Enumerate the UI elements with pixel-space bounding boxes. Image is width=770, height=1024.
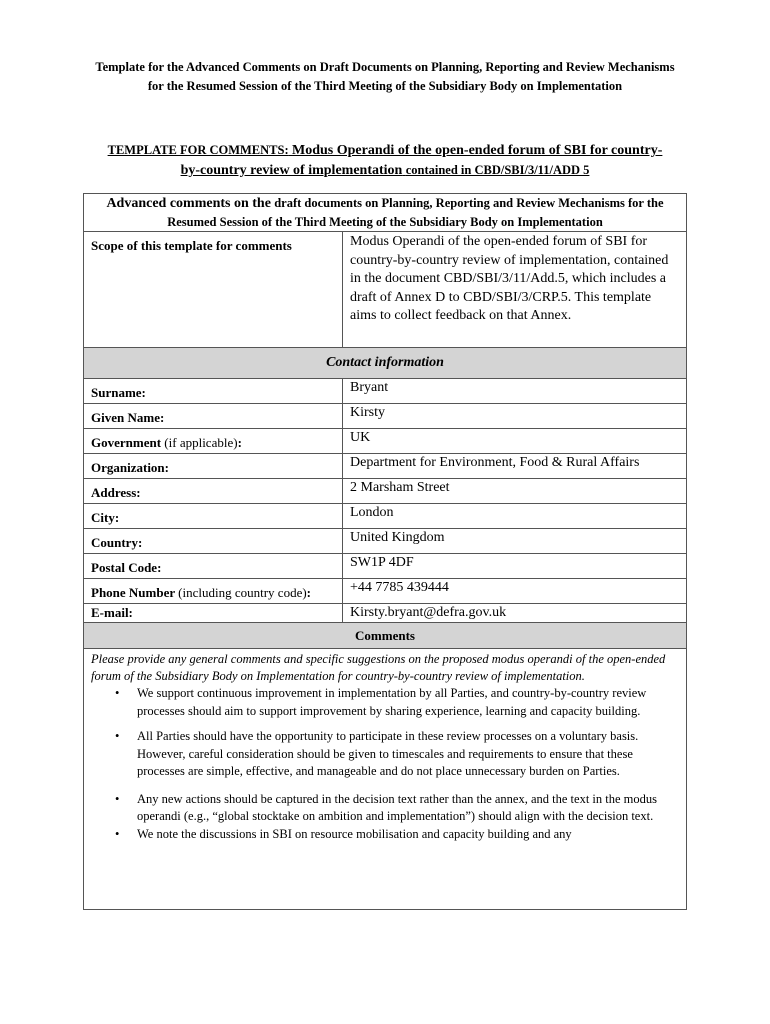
organization-label: Organization:	[84, 454, 343, 479]
contact-header: Contact information	[84, 348, 687, 379]
email-row	[84, 604, 687, 623]
phone-row	[84, 579, 687, 604]
document-title: Template for the Advanced Comments on Draft Documents on Planning, Reporting and Review Mechanisms for the Resumed Session of the Third Meeting of the Subsidiary Body on Implementation	[95, 60, 675, 93]
comments-header-row	[84, 623, 687, 649]
country-row	[84, 529, 687, 554]
surname-field[interactable]: Bryant	[343, 379, 687, 404]
comments-list	[91, 685, 679, 843]
subtitle-suffix: contained in CBD/SBI/3/11/ADD 5	[405, 163, 590, 177]
address-field[interactable]: 2 Marsham Street	[343, 479, 687, 504]
table-header-lead: Advanced comments on the	[106, 196, 271, 211]
city-row	[84, 504, 687, 529]
postal-code-field[interactable]: SW1P 4DF	[343, 554, 687, 579]
given-name-label: Given Name:	[84, 404, 343, 429]
comment-item	[115, 728, 679, 781]
bullet-icon: •	[115, 729, 120, 743]
comment-text: All Parties should have the opportunity to participate in these review processes on a voluntary basis. However, careful consideration should be given to timescales and requirements to ensure that these processes are simple, effective, and manageable and do not place unnecessary burden on Parties.	[137, 729, 639, 778]
comments-form-table	[83, 193, 687, 910]
city-label: City:	[84, 504, 343, 529]
comment-item	[115, 685, 679, 720]
surname-label: Surname:	[84, 379, 343, 404]
postal-code-row	[84, 554, 687, 579]
scope-row	[84, 232, 687, 348]
given-name-field[interactable]: Kirsty	[343, 404, 687, 429]
city-field[interactable]: London	[343, 504, 687, 529]
comments-intro: Please provide any general comments and specific suggestions on the proposed modus operandi of the open-ended forum of the Subsidiary Body on Implementation for country-by-country review of implementation.	[91, 652, 666, 683]
comments-row	[84, 649, 687, 910]
postal-code-label: Postal Code:	[84, 554, 343, 579]
phone-field[interactable]: +44 7785 439444	[343, 579, 687, 604]
template-subtitle	[100, 140, 670, 180]
phone-colon: :	[306, 585, 312, 600]
contact-header-row	[84, 348, 687, 379]
subtitle-prefix: TEMPLATE FOR COMMENTS:	[107, 143, 289, 157]
scope-value: Modus Operandi of the open-ended forum of SBI for country-by-country review of implementation, contained in the document CBD/SBI/3/11/Add.5, which includes a draft of Annex D to CBD/SBI/3/CRP.5. This template aims to collect feedback on that Annex.	[343, 232, 687, 348]
government-row	[84, 429, 687, 454]
organization-row	[84, 454, 687, 479]
government-note: (if applicable)	[164, 435, 238, 450]
government-field[interactable]: UK	[343, 429, 687, 454]
comments-header: Comments	[84, 623, 687, 649]
address-row	[84, 479, 687, 504]
phone-note: (including country code)	[178, 585, 307, 600]
surname-row	[84, 379, 687, 404]
phone-label-text: Phone Number	[91, 585, 175, 600]
bullet-icon: •	[115, 826, 120, 841]
country-label: Country:	[84, 529, 343, 554]
organization-field[interactable]: Department for Environment, Food & Rural Affairs	[343, 454, 687, 479]
given-name-row	[84, 404, 687, 429]
country-field[interactable]: United Kingdom	[343, 529, 687, 554]
email-label: E-mail:	[84, 604, 343, 623]
bullet-icon: •	[115, 791, 120, 806]
subtitle-main: Modus Operandi of the open-ended forum of SBI for country-by-country review of implementation	[180, 143, 663, 178]
email-field[interactable]: Kirsty.bryant@defra.gov.uk	[343, 604, 687, 623]
comment-item	[115, 791, 679, 826]
comment-item	[115, 826, 679, 844]
bullet-icon: •	[115, 686, 120, 700]
government-label	[84, 429, 343, 454]
comment-text: Any new actions should be captured in the decision text rather than the annex, and the text in the modus operandi (e.g., “global stocktake on ambition and implementation”) should align with the decision text.	[137, 791, 657, 823]
government-label-text: Government	[91, 435, 162, 450]
comment-text: We note the discussions in SBI on resource mobilisation and capacity building and any	[137, 826, 572, 841]
address-label: Address:	[84, 479, 343, 504]
table-header	[84, 194, 687, 232]
scope-label: Scope of this template for comments	[84, 232, 343, 348]
government-colon: :	[237, 435, 242, 450]
comment-text: We support continuous improvement in implementation by all Parties, and country-by-country review processes should aim to support improvement by sharing experience, learning and capacity building.	[137, 686, 647, 718]
phone-label	[84, 579, 343, 604]
table-header-row	[84, 194, 687, 232]
table-header-rest: draft documents on Planning, Reporting and Review Mechanisms for the Resumed Session of the Third Meeting of the Subsidiary Body on Implementation	[167, 196, 664, 229]
comments-cell[interactable]	[84, 649, 687, 910]
